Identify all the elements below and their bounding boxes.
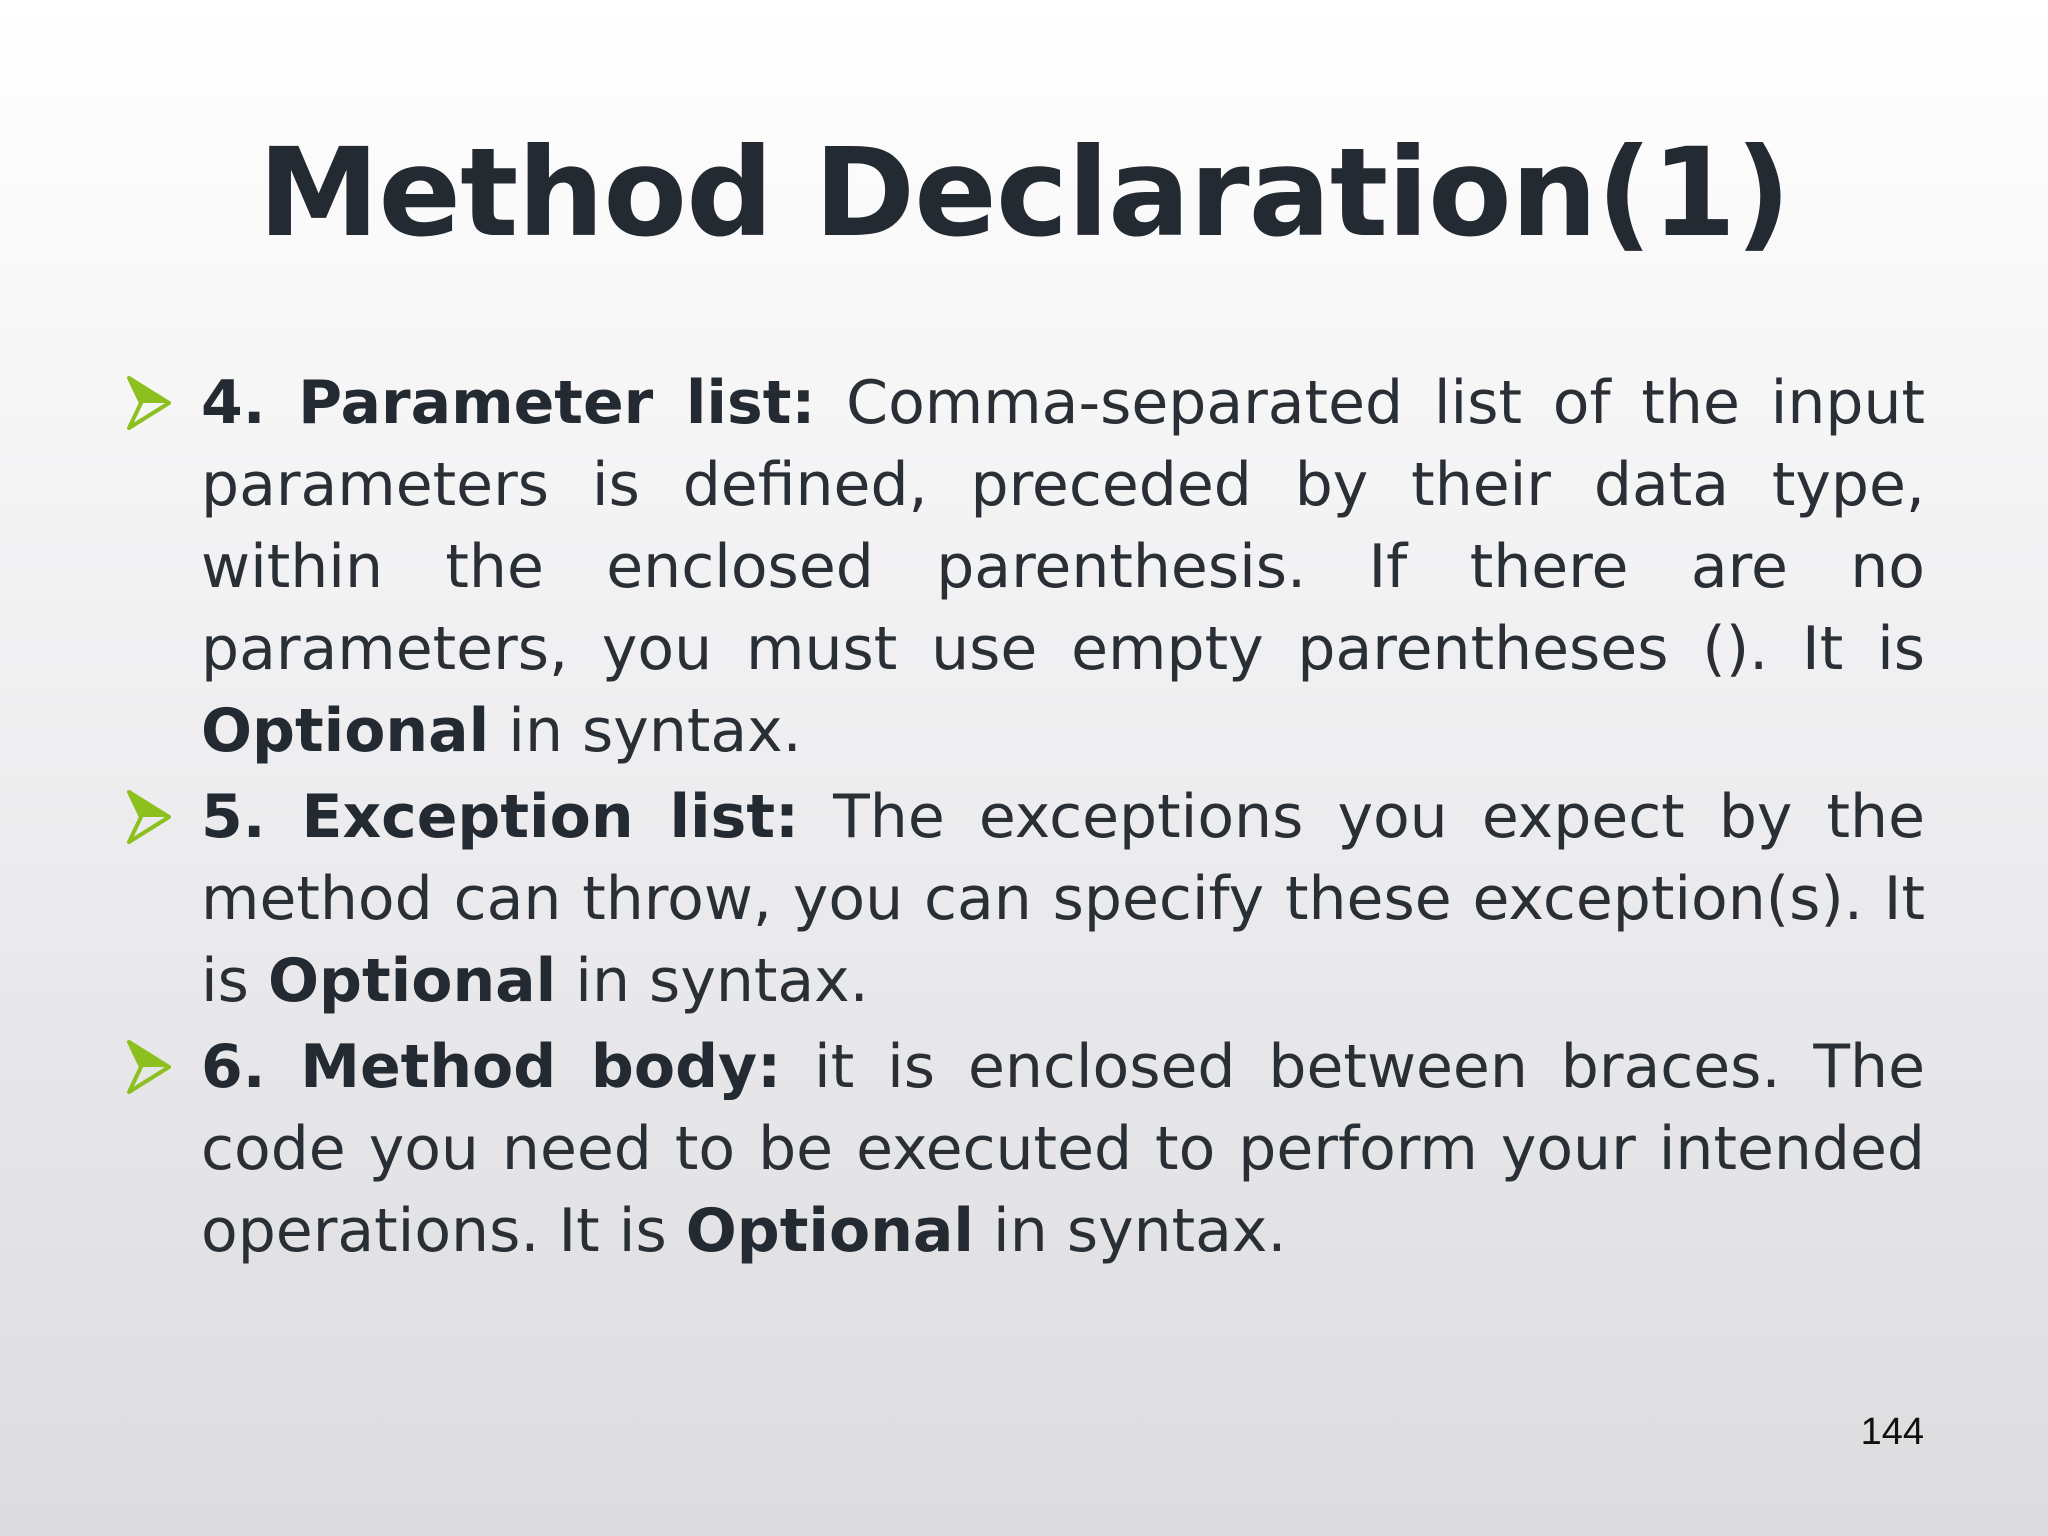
page-number: 144: [1860, 1411, 1924, 1453]
bullet-list: [120, 362, 1925, 1276]
bullet-parameter-list: [120, 362, 1925, 772]
arrow-bullet-icon: [127, 790, 171, 844]
arrow-bullet-icon: [127, 1040, 171, 1094]
arrow-bullet-icon: [127, 376, 171, 430]
bullet-suffix: in syntax.: [489, 696, 802, 766]
bullet-suffix: in syntax.: [973, 1196, 1287, 1266]
bullet-method-body: [120, 1026, 1925, 1272]
bullet-description: Comma-separated list of the input parameters is defined, preceded by their data type, within the enclosed parenthesis. If there are no parameters, you must use empty parentheses (). It is: [201, 368, 1925, 684]
bullet-term: 5. Exception list:: [201, 782, 800, 852]
bullet-description: it is enclosed between braces. The code you need to be executed to perform your intended operations. It is: [201, 1032, 1925, 1266]
bullet-text: [201, 362, 1925, 772]
slide-title: Method Declaration(1): [257, 122, 1791, 264]
bullet-description: The exceptions you expect by the method can throw, you can specify these exception(s). It is: [201, 782, 1925, 1016]
bullet-text: [201, 1026, 1925, 1272]
optional-keyword: Optional: [201, 696, 490, 766]
bullet-exception-list: [120, 776, 1925, 1022]
bullet-suffix: in syntax.: [556, 946, 869, 1016]
bullet-text: [201, 776, 1925, 1022]
bullet-term: 6. Method body:: [201, 1032, 782, 1102]
optional-keyword: Optional: [268, 946, 557, 1016]
bullet-term: 4. Parameter list:: [201, 368, 816, 438]
optional-keyword: Optional: [685, 1196, 974, 1266]
